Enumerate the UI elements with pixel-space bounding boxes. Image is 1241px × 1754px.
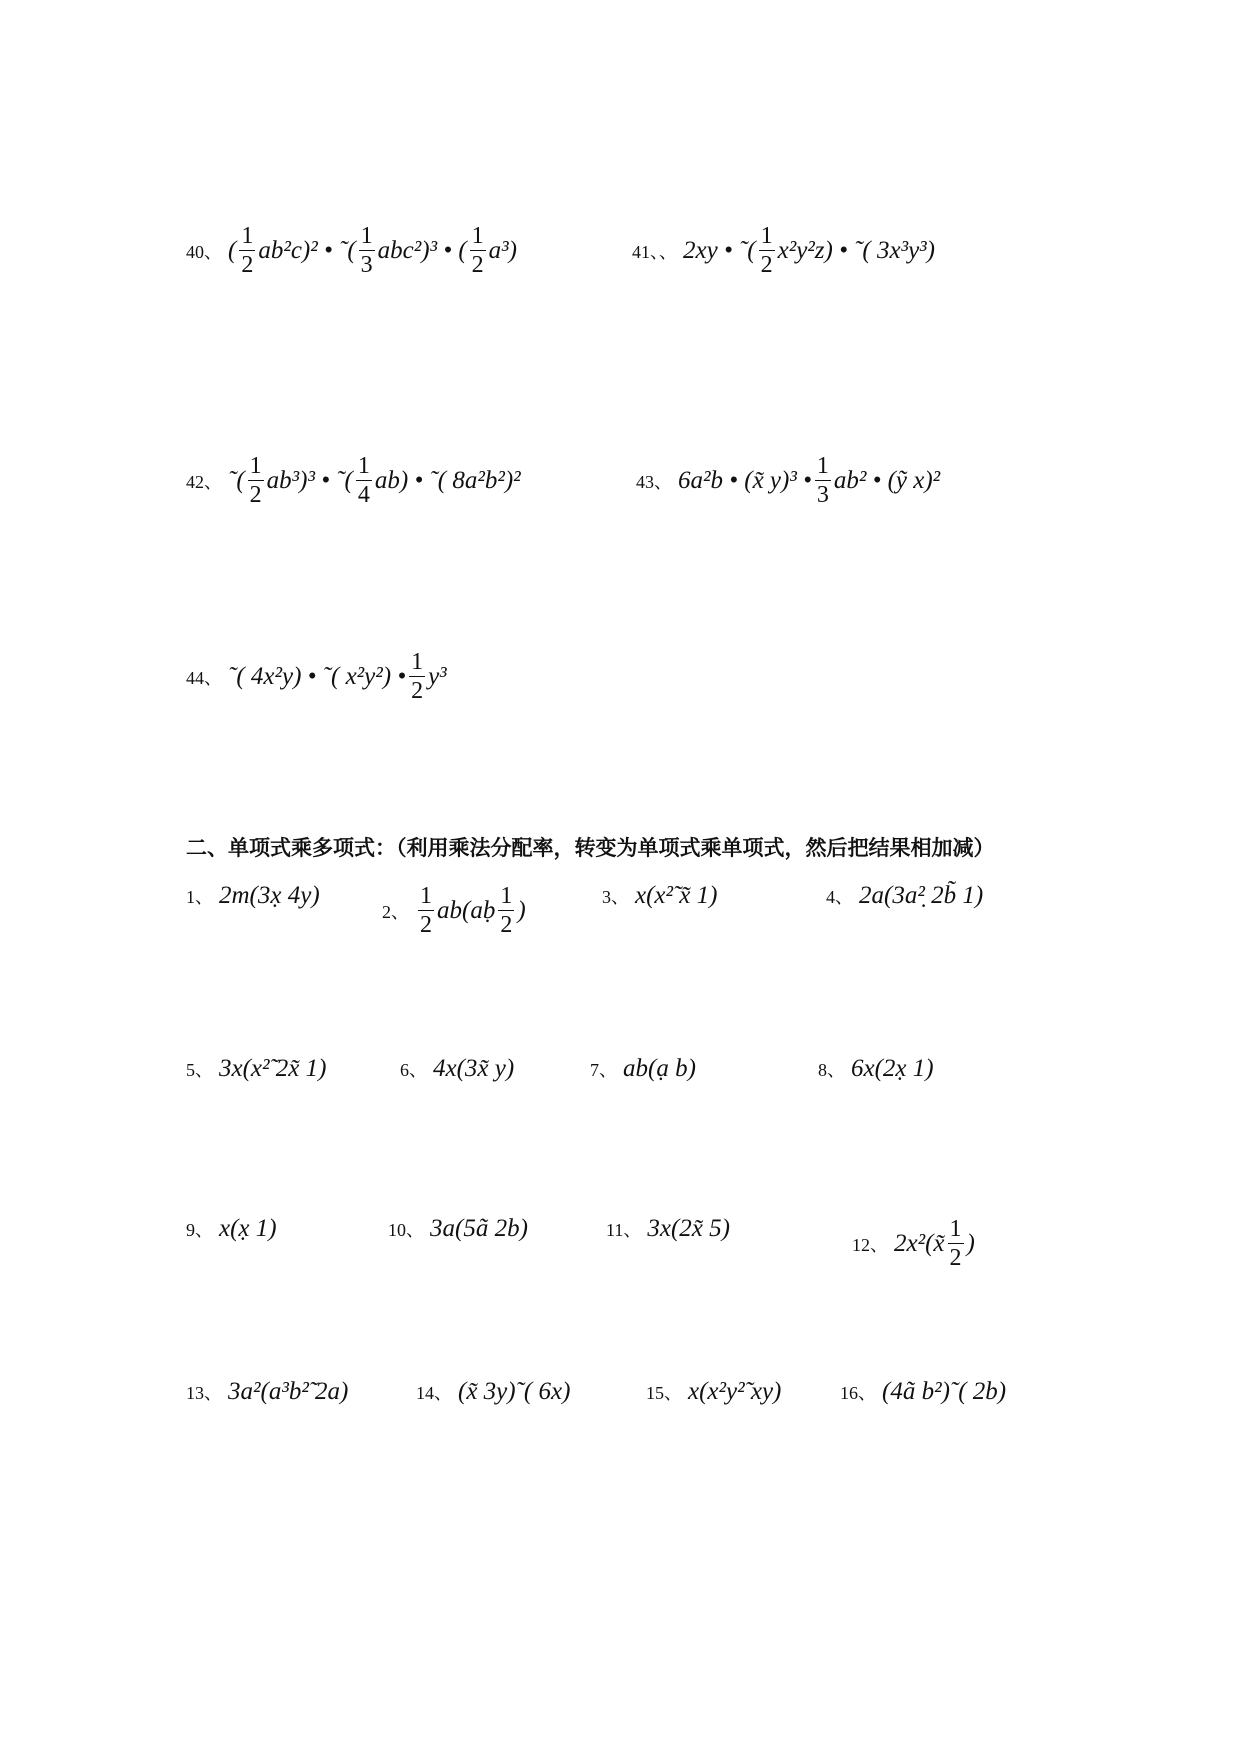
fraction: $\frac{1}{3}$ — [360, 223, 373, 278]
problem-3 — [602, 882, 717, 910]
problem-44 — [186, 648, 447, 705]
problem-2 — [382, 882, 526, 939]
problem-13 — [186, 1378, 348, 1406]
fraction: $\frac{1}{2}$ — [760, 223, 773, 278]
problem-row — [0, 202, 1241, 282]
fraction: $\frac{1}{3}$ — [816, 453, 829, 508]
problem-number: 8、 — [818, 1060, 845, 1080]
expression: ab(ạ b) — [623, 1055, 696, 1082]
problem-number: 9、 — [186, 1220, 213, 1240]
problem-number: 15、 — [646, 1383, 682, 1403]
section-title: 二、单项式乘多项式：（利用乘法分配率，转变为单项式乘单项式，然后把结果相加减） — [186, 836, 995, 860]
problem-number: 12、 — [852, 1234, 888, 1255]
problem-number: 5、 — [186, 1060, 213, 1080]
problem-12 — [852, 1215, 975, 1272]
fraction: $\frac{1}{2}$ — [949, 1216, 962, 1271]
problem-row — [0, 1358, 1241, 1438]
problem-40 — [186, 222, 517, 279]
expression: 2m(3x̣ 4y) — [219, 882, 320, 909]
problem-16 — [840, 1378, 1006, 1406]
problem-15 — [646, 1378, 781, 1406]
expression: (4ã b²)˜( 2b) — [882, 1378, 1007, 1405]
problem-number: 14、 — [416, 1383, 452, 1403]
fraction: $\frac{1}{2}$ — [500, 883, 513, 938]
fraction: $\frac{1}{4}$ — [357, 453, 370, 508]
expression: 3x(2x̃ 5) — [647, 1215, 730, 1242]
problem-43 — [636, 452, 940, 509]
problem-5 — [186, 1055, 326, 1083]
problem-number: 42、 — [186, 471, 222, 492]
problem-9 — [186, 1215, 277, 1243]
problem-row — [0, 1035, 1241, 1115]
problem-row — [0, 862, 1241, 942]
problem-11 — [606, 1215, 730, 1243]
problem-number: 1、 — [186, 887, 213, 907]
problem-10 — [388, 1215, 528, 1243]
problem-number: 4、 — [826, 887, 853, 907]
problem-8 — [818, 1055, 934, 1083]
expression: ( $\frac{1}{2}$ ab²c)² • ˜( $\frac{1}{3}$ abc²)³ • ( $\frac{1}{2}$ a³) — [228, 223, 517, 278]
expression: 2x²(x̃ $\frac{1}{2}$ ) — [894, 1216, 975, 1271]
problem-number: 7、 — [590, 1060, 617, 1080]
expression: 3a²(a³b²̃ 2a) — [228, 1378, 349, 1405]
problem-42 — [186, 452, 521, 509]
expression: x(x²y²̃ xy) — [688, 1378, 782, 1405]
problem-number: 2、 — [382, 901, 409, 922]
expression: 4x(3x̃ y) — [433, 1055, 515, 1082]
problem-41 — [632, 222, 935, 279]
problem-number: 3、 — [602, 887, 629, 907]
expression: 6a²b • (x̃ y)³ • $\frac{1}{3}$ ab² • (ỹ x)² — [678, 453, 941, 508]
problem-row — [0, 1195, 1241, 1275]
problem-number: 40、 — [186, 241, 222, 262]
expression: 3a(5ã 2b) — [430, 1215, 528, 1242]
expression: $\frac{1}{2}$ ab(aḅ $\frac{1}{2}$ ) — [420, 883, 526, 938]
expression: ˜( $\frac{1}{2}$ ab³)³ • ˜( $\frac{1}{4}$ ab) • ˜( 8a²b²)² — [228, 453, 521, 508]
expression: 6x(2x̣ 1) — [851, 1055, 934, 1082]
fraction: $\frac{1}{2}$ — [411, 649, 424, 704]
expression: 3x(x²̃ 2x̃ 1) — [219, 1055, 327, 1082]
problem-number: 13、 — [186, 1383, 222, 1403]
expression: 2xy • ˜( $\frac{1}{2}$ x²y²z) • ˜( 3x³y³) — [683, 223, 936, 278]
problem-14 — [416, 1378, 570, 1406]
fraction: $\frac{1}{2}$ — [249, 453, 262, 508]
problem-number: 44、 — [186, 667, 222, 688]
problem-number: 6、 — [400, 1060, 427, 1080]
problem-number: 10、 — [388, 1220, 424, 1240]
problem-4 — [826, 882, 983, 910]
problem-6 — [400, 1055, 514, 1083]
problem-row — [0, 432, 1241, 512]
problem-number: 16、 — [840, 1383, 876, 1403]
fraction: $\frac{1}{2}$ — [420, 883, 432, 938]
problem-number: 41、、 — [632, 241, 677, 262]
problem-number: 11、 — [606, 1220, 642, 1240]
expression: x(x̣ 1) — [219, 1215, 277, 1242]
fraction: $\frac{1}{2}$ — [471, 223, 484, 278]
problem-7 — [590, 1055, 696, 1083]
fraction: $\frac{1}{2}$ — [241, 223, 254, 278]
problem-row — [0, 628, 1241, 708]
problem-number: 43、 — [636, 471, 672, 492]
expression: x(x²̃ x̃ 1) — [635, 882, 718, 909]
expression: ˜( 4x²y) • ˜( x²y²) • $\frac{1}{2}$ y³ — [228, 649, 447, 704]
expression: (x̃ 3y)˜( 6x) — [458, 1378, 571, 1405]
expression: 2a(3a²̣ 2b̃ 1) — [859, 882, 984, 909]
problem-1 — [186, 882, 320, 910]
